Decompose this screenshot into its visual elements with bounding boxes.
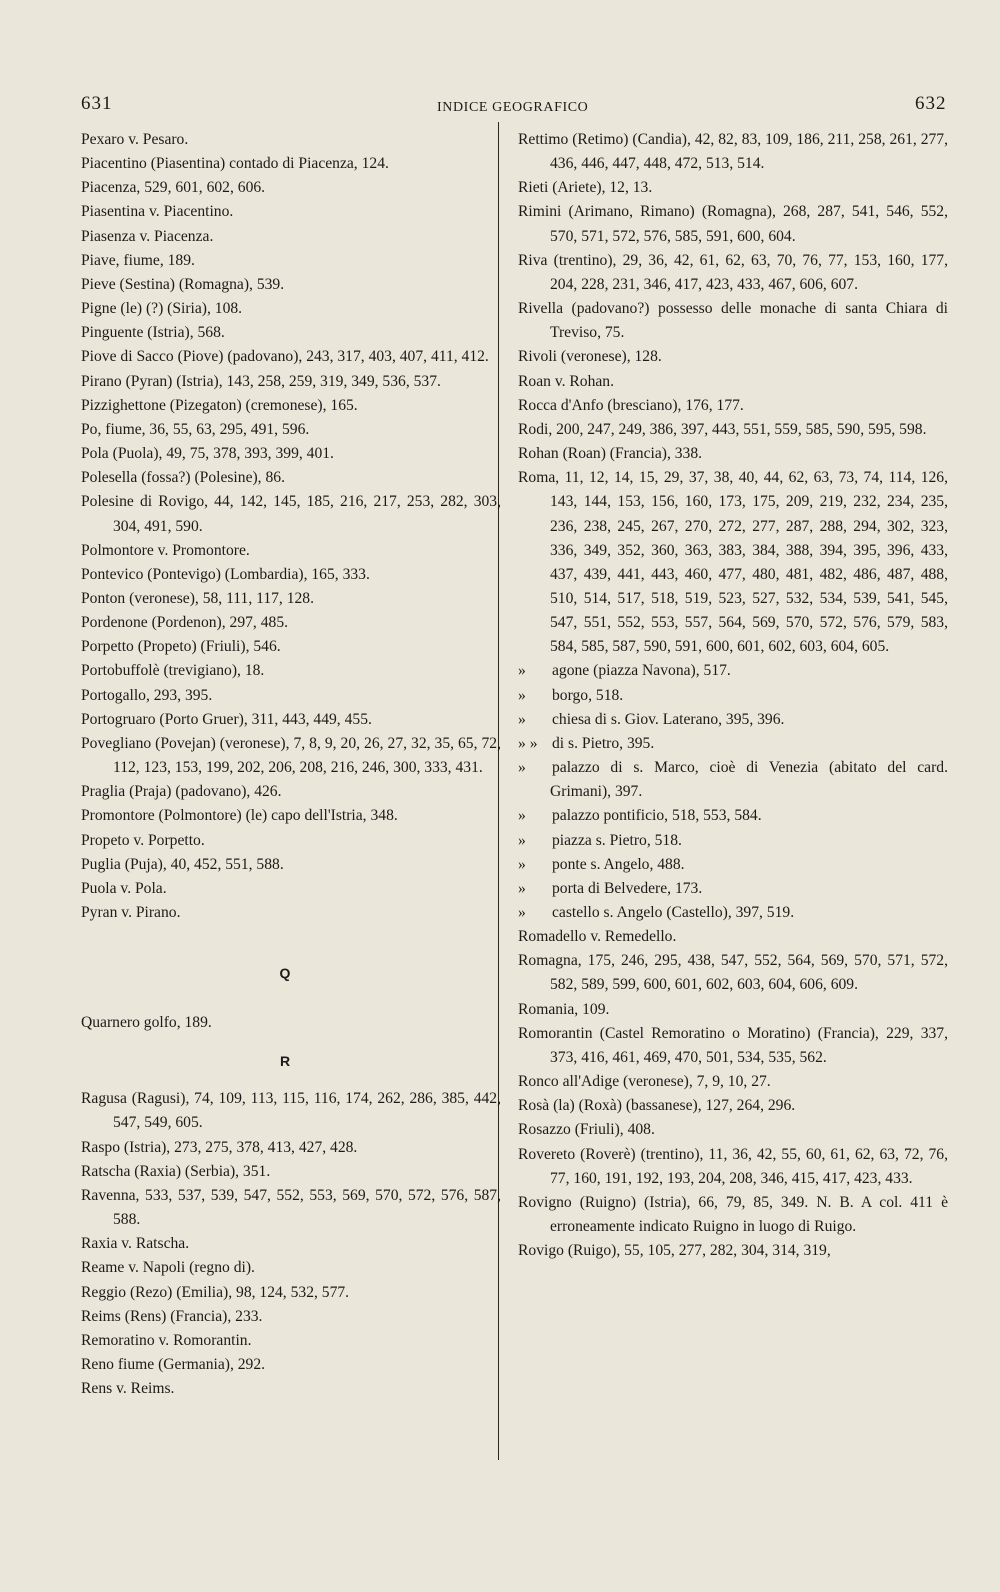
index-entry: Ragusa (Ragusi), 74, 109, 113, 115, 116, 174, 262, 286, 385, 442, 547, 549, 605. xyxy=(81,1090,501,1132)
index-entry: Praglia (Praja) (padovano), 426. xyxy=(81,783,282,801)
roma-subentry xyxy=(518,829,948,853)
ditto-mark: » xyxy=(518,831,526,849)
section-letter-q: Q xyxy=(279,965,291,982)
roma-subentry xyxy=(518,901,948,925)
subentry-text: borgo, 518. xyxy=(552,686,624,704)
index-entry: Reame v. Napoli (regno di). xyxy=(81,1259,255,1277)
index-entry: Propeto v. Porpetto. xyxy=(81,831,205,849)
ditto-mark: » xyxy=(518,710,526,728)
index-entry: Rivoli (veronese), 128. xyxy=(518,348,662,366)
index-entry: Riva (trentino), 29, 36, 42, 61, 62, 63, 70, 76, 77, 153, 160, 177, 204, 228, 231, 346, 417, 423, 433, 467, 606, 607. xyxy=(518,251,948,293)
index-entry: Rens v. Reims. xyxy=(81,1380,175,1398)
ditto-mark: » xyxy=(518,662,526,680)
index-entry: Reims (Rens) (Francia), 233. xyxy=(81,1307,263,1325)
ditto-mark: » xyxy=(518,759,526,777)
roma-subentry xyxy=(518,853,948,877)
index-entry: Ronco all'Adige (veronese), 7, 9, 10, 27. xyxy=(518,1073,771,1091)
index-entry: Remoratino v. Romorantin. xyxy=(81,1331,252,1349)
index-entry: Piasentina v. Piacentino. xyxy=(81,203,234,221)
subentry-text: ponte s. Angelo, 488. xyxy=(552,855,685,873)
ditto-mark: » xyxy=(518,879,526,897)
index-entry: Polesine di Rovigo, 44, 142, 145, 185, 216, 217, 253, 282, 303, 304, 491, 590. xyxy=(81,493,501,535)
index-entry: Piasenza v. Piacenza. xyxy=(81,227,214,245)
section-letter-r: R xyxy=(279,1053,291,1070)
index-entry: Rovereto (Roverè) (trentino), 11, 36, 42, 55, 60, 61, 62, 63, 72, 76, 77, 160, 191, 192, 193, 204, 208, 346, 415, 417, 423, 433. xyxy=(518,1145,948,1187)
index-entry: Rovigno (Ruigno) (Istria), 66, 79, 85, 349. N. B. A col. 411 è erroneamente indicato Ruigno in luogo di Ruigo. xyxy=(518,1193,948,1236)
subentry-text: castello s. Angelo (Castello), 397, 519. xyxy=(552,904,795,921)
index-entry: Roan v. Rohan. xyxy=(518,372,615,390)
ditto-mark: » » xyxy=(518,734,538,752)
roma-subentry xyxy=(518,732,948,756)
index-entry: Pinguente (Istria), 568. xyxy=(81,324,225,342)
subentry-text: agone (piazza Navona), 517. xyxy=(552,662,731,680)
index-entry: Romagna, 175, 246, 295, 438, 547, 552, 564, 569, 570, 571, 572, 582, 589, 599, 600, 601, 602, 603, 604, 606, 609. xyxy=(518,952,948,994)
index-entry: Rosazzo (Friuli), 408. xyxy=(518,1121,655,1139)
left-page-number: 631 xyxy=(81,93,113,114)
index-entry: Polesella (fossa?) (Polesine), 86. xyxy=(81,469,285,487)
index-entry: Pieve (Sestina) (Romagna), 539. xyxy=(81,275,285,293)
index-entry: Pola (Puola), 49, 75, 378, 393, 399, 401. xyxy=(81,445,334,463)
index-entry: Puglia (Puja), 40, 452, 551, 588. xyxy=(81,855,284,873)
ditto-mark: » xyxy=(518,686,526,704)
index-entry: Pontevico (Pontevigo) (Lombardia), 165, 333. xyxy=(81,565,370,583)
subentry-text: piazza s. Pietro, 518. xyxy=(552,831,682,849)
r-entries-final xyxy=(518,925,948,1263)
q-entries xyxy=(81,1011,501,1035)
roma-subentry xyxy=(518,804,948,828)
index-entry: Rimini (Arimano, Rimano) (Romagna), 268, 287, 541, 546, 552, 570, 571, 572, 576, 585, 591, 600, 604. xyxy=(518,203,948,245)
p-entries xyxy=(81,128,501,925)
r-entries-continued xyxy=(518,128,948,659)
index-entry: Porpetto (Propeto) (Friuli), 546. xyxy=(81,638,281,656)
subentry-text: palazzo di s. Marco, cioè di Venezia (abitato del card. Grimani), 397. xyxy=(550,759,948,801)
index-entry: Promontore (Polmontore) (le) capo dell'Istria, 348. xyxy=(81,807,398,825)
ditto-mark: » xyxy=(518,855,526,873)
roma-subentries xyxy=(518,659,948,925)
index-entry: Portobuffolè (trevigiano), 18. xyxy=(81,662,265,680)
subentry-text: palazzo pontificio, 518, 553, 584. xyxy=(552,807,762,825)
running-header: INDICE GEOGRAFICO xyxy=(437,100,589,115)
subentry-text: di s. Pietro, 395. xyxy=(552,734,655,752)
index-entry: Quarnero golfo, 189. xyxy=(81,1014,212,1032)
index-entry: Piacenza, 529, 601, 602, 606. xyxy=(81,179,266,197)
index-entry: Pyran v. Pirano. xyxy=(81,904,181,921)
index-entry: Pigne (le) (?) (Siria), 108. xyxy=(81,300,243,318)
right-column xyxy=(518,128,948,1263)
index-entry: Romorantin (Castel Remoratino o Moratino) (Francia), 229, 337, 373, 416, 461, 469, 470, 501, 534, 535, 562. xyxy=(518,1024,948,1066)
index-entry: Po, fiume, 36, 55, 63, 295, 491, 596. xyxy=(81,420,310,438)
index-entry: Rieti (Ariete), 12, 13. xyxy=(518,179,653,197)
ditto-mark: » xyxy=(518,807,526,825)
index-entry: Pizzighettone (Pizegaton) (cremonese), 165. xyxy=(81,396,358,414)
index-entry: Rodi, 200, 247, 249, 386, 397, 443, 551, 559, 585, 590, 595, 598. xyxy=(518,420,927,438)
ditto-mark: » xyxy=(518,904,526,921)
index-entry: Reggio (Rezo) (Emilia), 98, 124, 532, 577. xyxy=(81,1283,350,1301)
index-entry: Pirano (Pyran) (Istria), 143, 258, 259, 319, 349, 536, 537. xyxy=(81,372,441,390)
r-entries xyxy=(81,1087,501,1401)
index-entry: Pordenone (Pordenon), 297, 485. xyxy=(81,614,289,632)
index-entry: Pexaro v. Pesaro. xyxy=(81,131,189,148)
index-entry: Puola v. Pola. xyxy=(81,879,167,897)
index-entry: Ponton (veronese), 58, 111, 117, 128. xyxy=(81,589,315,607)
index-entry: Roma, 11, 12, 14, 15, 29, 37, 38, 40, 44, 62, 63, 73, 74, 114, 126, 143, 144, 153, 156, 160, 173, 175, 209, 219, 232, 234, 235, 236, 238, 245, 267, 270, 272, 277, 287, 288, 294, 302, 323, 336, 349, 352, 360, 363, 383, 384, 388, 394, 395, 396, 433, 437, 439, 441, 443, 460, 477, 480, 481, 482, 486, 487, 488, 510, 514, 517, 518, 519, 523, 527, 532, 534, 539, 541, 545, 547, 551, 552, 553, 557, 564, 569, 570, 572, 576, 579, 583, 584, 585, 587, 590, 591, 600, 601, 602, 603, 604, 605. xyxy=(518,469,948,656)
index-entry: Portogruaro (Porto Gruer), 311, 443, 449, 455. xyxy=(81,710,372,728)
subentry-text: chiesa di s. Giov. Laterano, 395, 396. xyxy=(552,710,785,728)
left-column xyxy=(81,128,501,1401)
roma-subentry xyxy=(518,708,948,732)
roma-subentry xyxy=(518,684,948,708)
index-entry: Raxia v. Ratscha. xyxy=(81,1235,190,1253)
index-entry: Rettimo (Retimo) (Candia), 42, 82, 83, 109, 186, 211, 258, 261, 277, 436, 446, 447, 448, 472, 513, 514. xyxy=(518,131,948,173)
index-entry: Rivella (padovano?) possesso delle monache di santa Chiara di Treviso, 75. xyxy=(518,300,948,342)
index-entry: Romadello v. Remedello. xyxy=(518,928,677,946)
roma-subentry xyxy=(518,756,948,804)
roma-subentry xyxy=(518,877,948,901)
index-entry: Ratscha (Raxia) (Serbia), 351. xyxy=(81,1162,271,1180)
index-entry: Rosà (la) (Roxà) (bassanese), 127, 264, 296. xyxy=(518,1097,796,1115)
index-entry: Rocca d'Anfo (bresciano), 176, 177. xyxy=(518,396,744,414)
index-entry: Ravenna, 533, 537, 539, 547, 552, 553, 569, 570, 572, 576, 587, 588. xyxy=(81,1186,501,1229)
index-entry: Reno fiume (Germania), 292. xyxy=(81,1356,266,1374)
subentry-text: porta di Belvedere, 173. xyxy=(552,879,703,897)
right-page-number: 632 xyxy=(915,93,947,114)
index-entry: Polmontore v. Promontore. xyxy=(81,541,250,559)
roma-subentry xyxy=(518,659,948,683)
index-entry: Raspo (Istria), 273, 275, 378, 413, 427, 428. xyxy=(81,1138,358,1156)
index-entry: Povegliano (Povejan) (veronese), 7, 8, 9, 20, 26, 27, 32, 35, 65, 72, 112, 123, 153, 199, 202, 206, 208, 216, 246, 300, 333, 431. xyxy=(81,734,501,777)
index-entry: Portogallo, 293, 395. xyxy=(81,686,213,704)
index-entry: Piave, fiume, 189. xyxy=(81,251,195,269)
index-entry: Piove di Sacco (Piove) (padovano), 243, 317, 403, 407, 411, 412. xyxy=(81,348,489,366)
index-entry: Romania, 109. xyxy=(518,1000,610,1018)
index-entry: Piacentino (Piasentina) contado di Piacenza, 124. xyxy=(81,155,389,173)
index-entry: Rovigo (Ruigo), 55, 105, 277, 282, 304, 314, 319, xyxy=(518,1242,831,1260)
index-entry: Rohan (Roan) (Francia), 338. xyxy=(518,445,703,463)
